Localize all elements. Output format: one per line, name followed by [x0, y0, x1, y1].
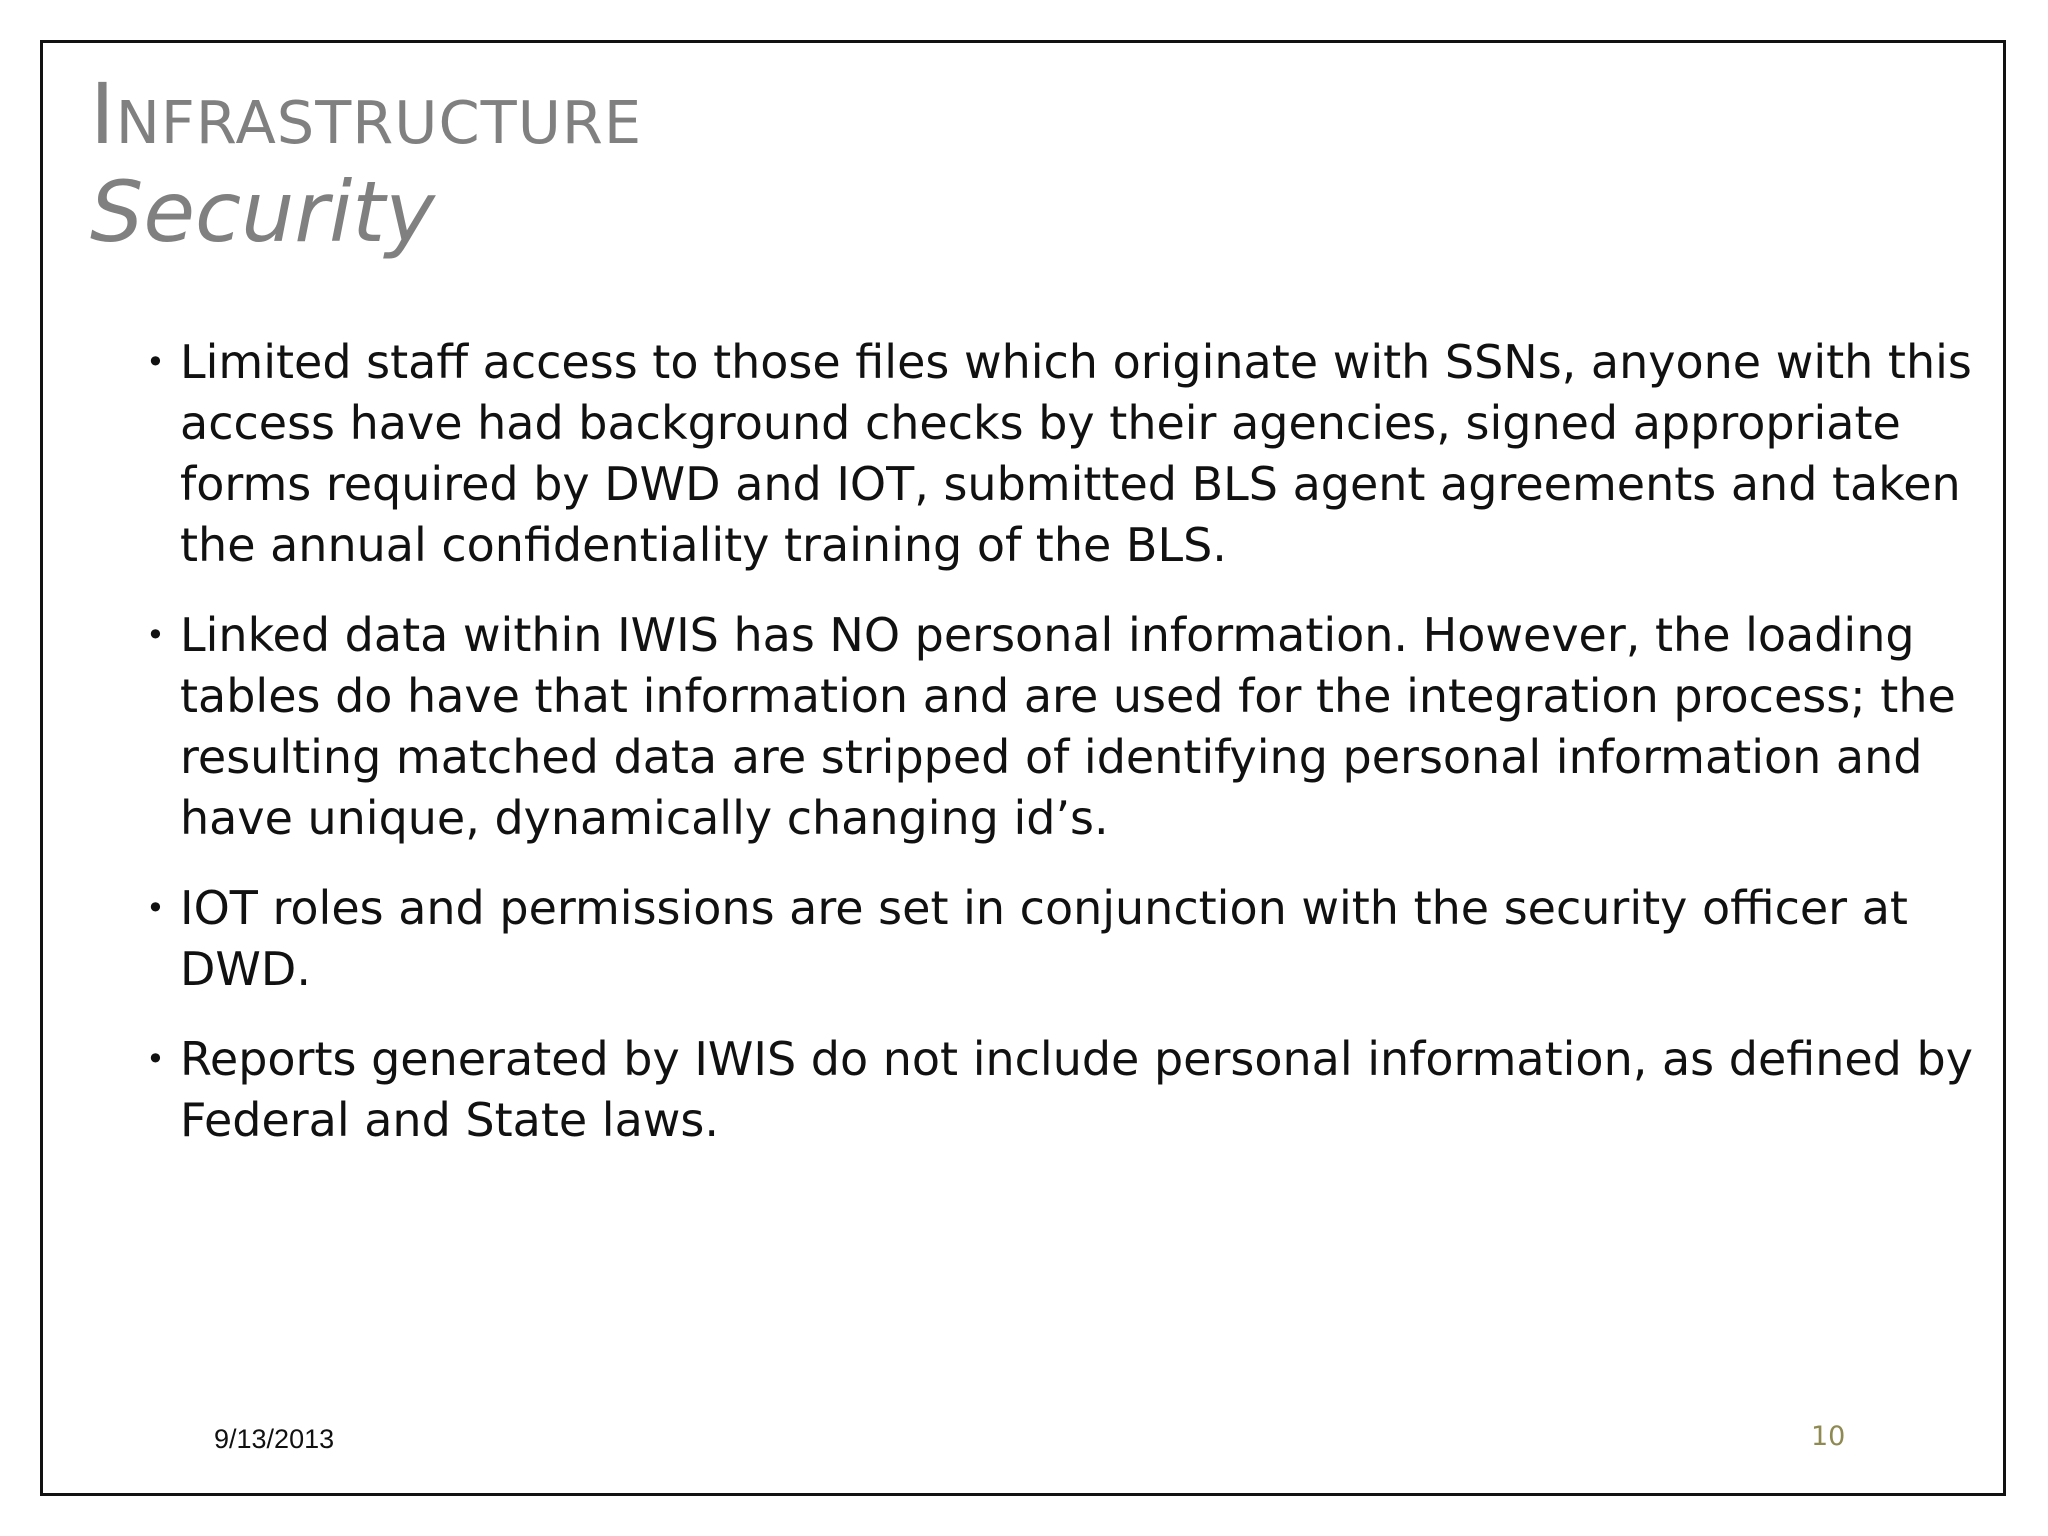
- bullet-marker-icon: •: [146, 1040, 165, 1078]
- title-block: [90, 65, 643, 261]
- bullet-text: Limited staff access to those files which originate with SSNs, anyone with this access have had background checks by their agencies, signed appropriate forms required by DWD and IOT, submitted BLS agent agreements and taken the annual confidentiality training of the BLS.: [180, 335, 1972, 572]
- bullet-marker-icon: •: [146, 343, 165, 381]
- bullet-item: [140, 605, 1978, 849]
- bullet-text: IOT roles and permissions are set in conjunction with the security officer at DWD.: [180, 881, 1908, 996]
- footer-date: 9/13/2013: [214, 1424, 335, 1454]
- bullet-item: [140, 1029, 1978, 1151]
- bullet-list: [140, 332, 1978, 1180]
- page-number: 10: [1811, 1421, 1846, 1452]
- bullet-text: Reports generated by IWIS do not include personal information, as defined by Federal and State laws.: [180, 1032, 1973, 1147]
- slide-title: Infrastructure: [90, 65, 643, 163]
- bullet-marker-icon: •: [146, 616, 165, 654]
- slide-subtitle: Security: [90, 163, 435, 261]
- bullet-text: Linked data within IWIS has NO personal information. However, the loading tables do have that information and are used for the integration process; the resulting matched data are stripped of identifying personal information and have unique, dynamically changing id’s.: [180, 608, 1956, 845]
- bullet-item: [140, 878, 1978, 1000]
- bullet-marker-icon: •: [146, 889, 165, 927]
- bullet-item: [140, 332, 1978, 576]
